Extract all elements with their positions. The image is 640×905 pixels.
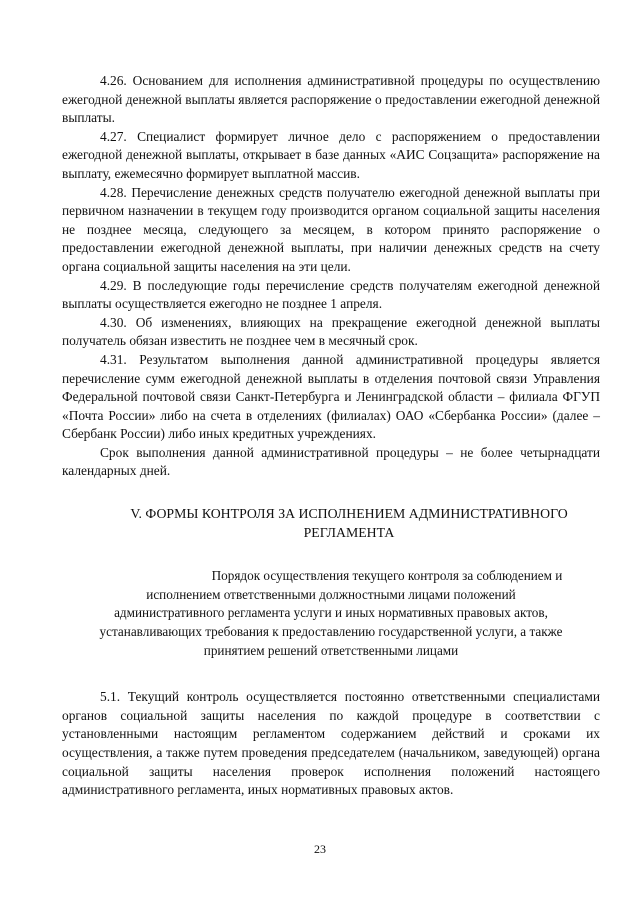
subtitle-line-4: устанавливающих требования к предоставлению государственной услуги, а также bbox=[99, 624, 563, 640]
subtitle-line-3: административного регламента услуги и иных нормативных правовых актов, bbox=[114, 605, 548, 621]
section-subtitle bbox=[62, 567, 600, 660]
subtitle-line-1: Порядок осуществления текущего контроля за соблюдением и bbox=[211, 568, 563, 584]
paragraph-4-28: 4.28. Перечисление денежных средств получателю ежегодной денежной выплаты при первичном назначении в текущем году производится органом социальной защиты населения не позднее месяца, следующего за месяцем, в котором принято распоряжение о предоставлении ежегодной денежной выплаты, при наличии денежных средств на счету органа социальной защиты населения на эти цели. bbox=[62, 184, 600, 274]
subtitle-line-5: принятием решений ответственными лицами bbox=[203, 642, 459, 658]
section-title-line-2: РЕГЛАМЕНТА bbox=[303, 524, 395, 540]
page-number: 23 bbox=[314, 842, 326, 856]
paragraph-deadline: Срок выполнения данной административной процедуры – не более четырнадцати календарных дней. bbox=[62, 444, 600, 479]
section-title bbox=[98, 505, 600, 542]
subtitle-line-2: исполнением ответственными должностными лицами положений bbox=[146, 586, 516, 602]
paragraph-4-26: 4.26. Основанием для исполнения административной процедуры по осуществлению ежегодной денежной выплаты является распоряжение о предоставлении ежегодной денежной выплаты. bbox=[62, 73, 600, 126]
paragraph-5-1: 5.1. Текущий контроль осуществляется постоянно ответственными специалистами органов социальной защиты населения по каждой процедуре в соответствии с установленными настоящим регламентом содержанием действий и сроками их осуществления, а также путем проведения председателем (начальником, заведующей) органа социальной защиты населения проверок исполнения положений настоящего административного регламента, иных нормативных правовых актов. bbox=[62, 689, 600, 798]
paragraph-4-31: 4.31. Результатом выполнения данной административной процедуры является перечисление сумм ежегодной денежной выплаты в отделения почтовой связи Управления Федеральной почтовой связи Санкт-Петербурга и Ленинградской области – филиала ФГУП «Почта России» либо на счета в отделениях (филиалах) ОАО «Сбербанка России» (далее – Сбербанк России) либо иных кредитных учреждениях. bbox=[62, 351, 600, 442]
paragraph-4-27: 4.27. Специалист формирует личное дело с распоряжением о предоставлении ежегодной денежной выплаты, открывает в базе данных «АИС Соцзащита» распоряжение на выплату, ежемесячно формирует выплатной массив. bbox=[62, 128, 600, 181]
paragraph-4-30: 4.30. Об изменениях, влияющих на прекращение ежегодной денежной выплаты получатель обязан известить не позднее чем в месячный срок. bbox=[62, 314, 600, 349]
paragraph-4-29: 4.29. В последующие годы перечисление средств получателям ежегодной денежной выплаты осуществляется ежегодно не позднее 1 апреля. bbox=[62, 277, 600, 312]
page-content bbox=[62, 72, 600, 800]
section-title-line-1: V. ФОРМЫ КОНТРОЛЯ ЗА ИСПОЛНЕНИЕМ АДМИНИСТРАТИВНОГО bbox=[130, 506, 568, 522]
